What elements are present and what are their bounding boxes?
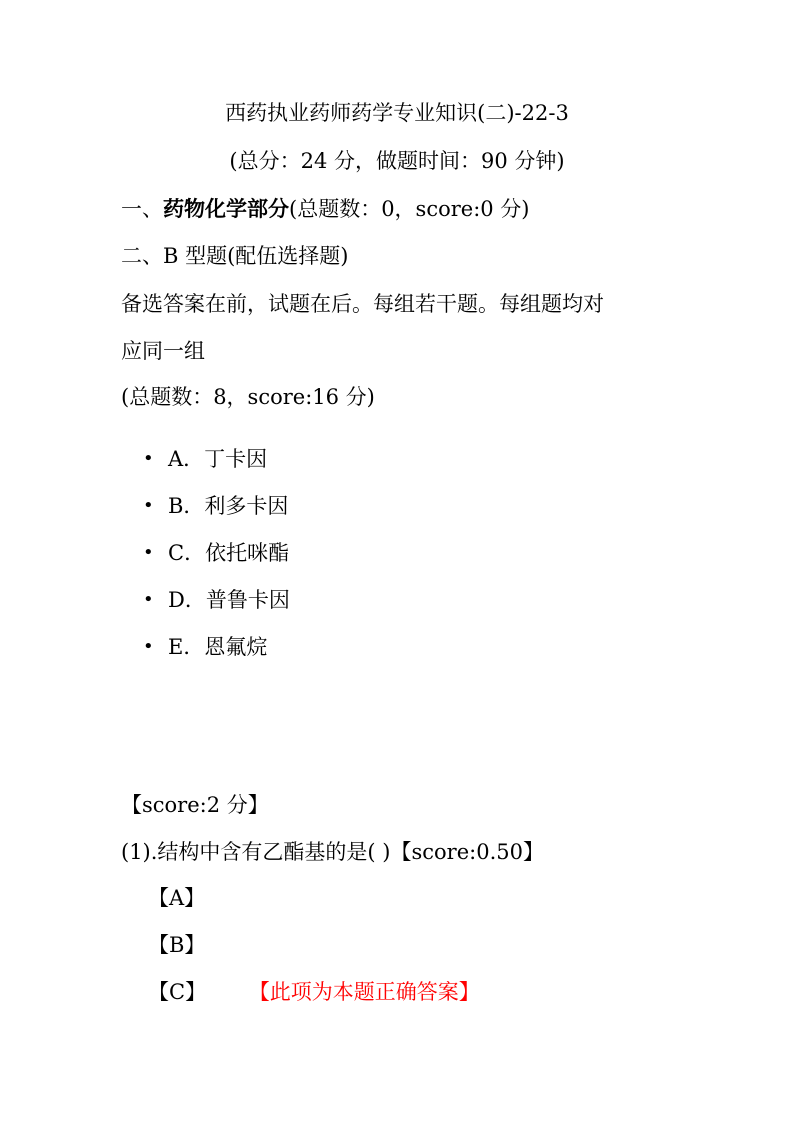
section1-name: 药物化学部分 bbox=[163, 197, 289, 221]
bullet-icon: • bbox=[143, 589, 154, 610]
option-label: C．依托咪酯 bbox=[168, 541, 290, 565]
section1-prefix: 一、 bbox=[121, 197, 163, 221]
option-label: A．丁卡因 bbox=[168, 447, 268, 471]
option-list bbox=[143, 445, 290, 680]
answer-label: 【C】 bbox=[148, 980, 207, 1004]
correct-answer-marker: 【此项为本题正确答案】 bbox=[248, 980, 480, 1004]
list-item bbox=[143, 492, 290, 539]
option-label: D．普鲁卡因 bbox=[168, 588, 290, 612]
bullet-icon: • bbox=[143, 542, 154, 563]
option-label: B．利多卡因 bbox=[168, 494, 289, 518]
bullet-icon: • bbox=[143, 495, 154, 516]
section2-meta: (总题数：8，score:16 分) bbox=[121, 385, 375, 409]
answer-label: 【A】 bbox=[148, 886, 206, 910]
group-score: 【score:2 分】 bbox=[121, 793, 269, 817]
question1-text: (1).结构中含有乙酯基的是( )【score:0.50】 bbox=[121, 840, 544, 864]
answer-c bbox=[148, 978, 480, 1006]
list-item bbox=[143, 539, 290, 586]
bullet-icon: • bbox=[143, 636, 154, 657]
section2-instructions-line1: 备选答案在前，试题在后。每组若干题。每组题均对 bbox=[121, 292, 604, 316]
answer-b bbox=[148, 931, 205, 959]
section2-heading: 二、B 型题(配伍选择题) bbox=[121, 244, 349, 268]
list-item bbox=[143, 445, 290, 492]
list-item bbox=[143, 633, 290, 680]
answer-a bbox=[148, 884, 205, 912]
option-label: E．恩氟烷 bbox=[168, 635, 268, 659]
document-title: 西药执业药师药学专业知识(二)-22-3 bbox=[225, 101, 569, 125]
document-subtitle: (总分：24 分，做题时间：90 分钟) bbox=[229, 149, 565, 173]
section1-heading bbox=[121, 195, 530, 223]
section1-meta: (总题数：0，score:0 分) bbox=[289, 197, 530, 221]
answer-label: 【B】 bbox=[148, 933, 206, 957]
section2-instructions-line2: 应同一组 bbox=[121, 339, 205, 363]
list-item bbox=[143, 586, 290, 633]
bullet-icon: • bbox=[143, 448, 154, 469]
